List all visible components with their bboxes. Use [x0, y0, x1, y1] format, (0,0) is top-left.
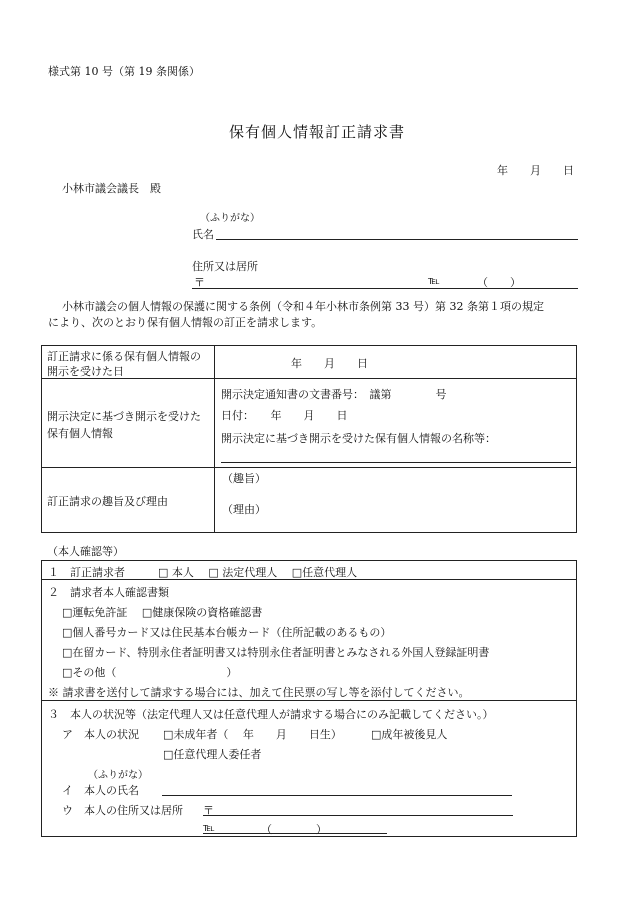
principal-name-field[interactable]	[162, 795, 512, 796]
row3-label: 訂正請求の趣旨及び理由	[47, 495, 168, 508]
id-doc-option-4[interactable]: □その他（ ）	[62, 666, 238, 679]
form-number: 様式第 10 号（第 19 条関係）	[48, 65, 200, 78]
id-doc-option-1[interactable]: □運転免許証 □健康保険の資格確認書	[62, 606, 263, 619]
row2-name-field[interactable]	[221, 462, 571, 463]
addressee: 小林市議会議長 殿	[62, 182, 161, 195]
applicant-postal-mark: 〒	[194, 276, 205, 289]
row2-label-2: 保有個人情報	[47, 427, 113, 440]
principal-tel-field[interactable]	[203, 833, 387, 834]
principal-status-label: ３ 本人の状況等（法定代理人又は任意代理人が請求する場合にのみ記載してください。）	[48, 708, 494, 721]
applicant-furigana: （ふりがな）	[200, 213, 260, 224]
principal-tel-paren: （ ）	[261, 823, 327, 836]
requester-label: １ 訂正請求者	[48, 566, 125, 579]
id-docs-note: ※ 請求書を送付して請求する場合には、加えて住民票の写し等を添付してください。	[48, 686, 470, 699]
identity-separator	[41, 700, 577, 701]
row1-date-field[interactable]: 年 月 日	[291, 357, 368, 370]
principal-minor-option[interactable]: □未成年者（ 年 月 日生）	[163, 728, 342, 741]
row2-name: 開示決定に基づき開示を受けた保有個人情報の名称等：	[221, 432, 496, 445]
principal-tel-label: ℡	[203, 821, 215, 834]
table-divider	[214, 345, 215, 533]
applicant-name-field[interactable]	[216, 239, 578, 240]
id-docs-label: ２ 請求者本人確認書類	[48, 586, 169, 599]
row1-label-2: 開示を受けた日	[47, 365, 124, 378]
row2-date: 日付： 年 月 日	[221, 409, 348, 422]
identity-section-label: （本人確認等）	[47, 545, 124, 558]
applicant-address-label: 住所又は居所	[192, 260, 258, 273]
requester-options[interactable]: □ 本人 □ 法定代理人 □任意代理人	[158, 566, 358, 579]
table-row-separator	[41, 467, 577, 468]
intro-line-2: により、次のとおり保有個人情報の訂正を請求します。	[48, 316, 323, 329]
principal-address-label: ウ 本人の住所又は居所	[62, 804, 183, 817]
row1-label-1: 訂正請求に係る保有個人情報の	[47, 350, 201, 363]
principal-address-field[interactable]	[203, 815, 513, 816]
applicant-tel-paren: （ ）	[477, 276, 521, 289]
intro-line-1: 小林市議会の個人情報の保護に関する条例（令和４年小林市条例第 33 号）第 32 条第１項の規定	[62, 300, 544, 313]
principal-status-a-label: ア 本人の状況	[62, 728, 139, 741]
principal-furigana: （ふりがな）	[88, 770, 148, 781]
applicant-address-field[interactable]	[192, 288, 578, 289]
row3-gist[interactable]: （趣旨）	[222, 472, 266, 485]
id-doc-option-3[interactable]: □在留カード、特別永住者証明書又は特別永住者証明書とみなされる外国人登録証明書	[62, 646, 490, 659]
applicant-name-label: 氏名	[192, 228, 214, 241]
principal-proxy-option[interactable]: □任意代理人委任者	[163, 748, 262, 761]
page-title: 保有個人情報訂正請求書	[229, 123, 406, 141]
row2-doc-number: 開示決定通知書の文書番号： 議第 号	[221, 388, 447, 401]
principal-guardian-option[interactable]: □成年被後見人	[371, 728, 448, 741]
principal-postal-mark: 〒	[203, 804, 214, 817]
id-doc-option-2[interactable]: □個人番号カード又は住民基本台帳カード（住所記載のあるもの）	[62, 626, 392, 639]
principal-name-label: イ 本人の氏名	[62, 784, 139, 797]
row3-reason[interactable]: （理由）	[222, 503, 266, 516]
date-line: 年 月 日	[497, 164, 574, 177]
applicant-tel-label: ℡	[428, 274, 440, 287]
row2-label-1: 開示決定に基づき開示を受けた	[47, 410, 201, 423]
